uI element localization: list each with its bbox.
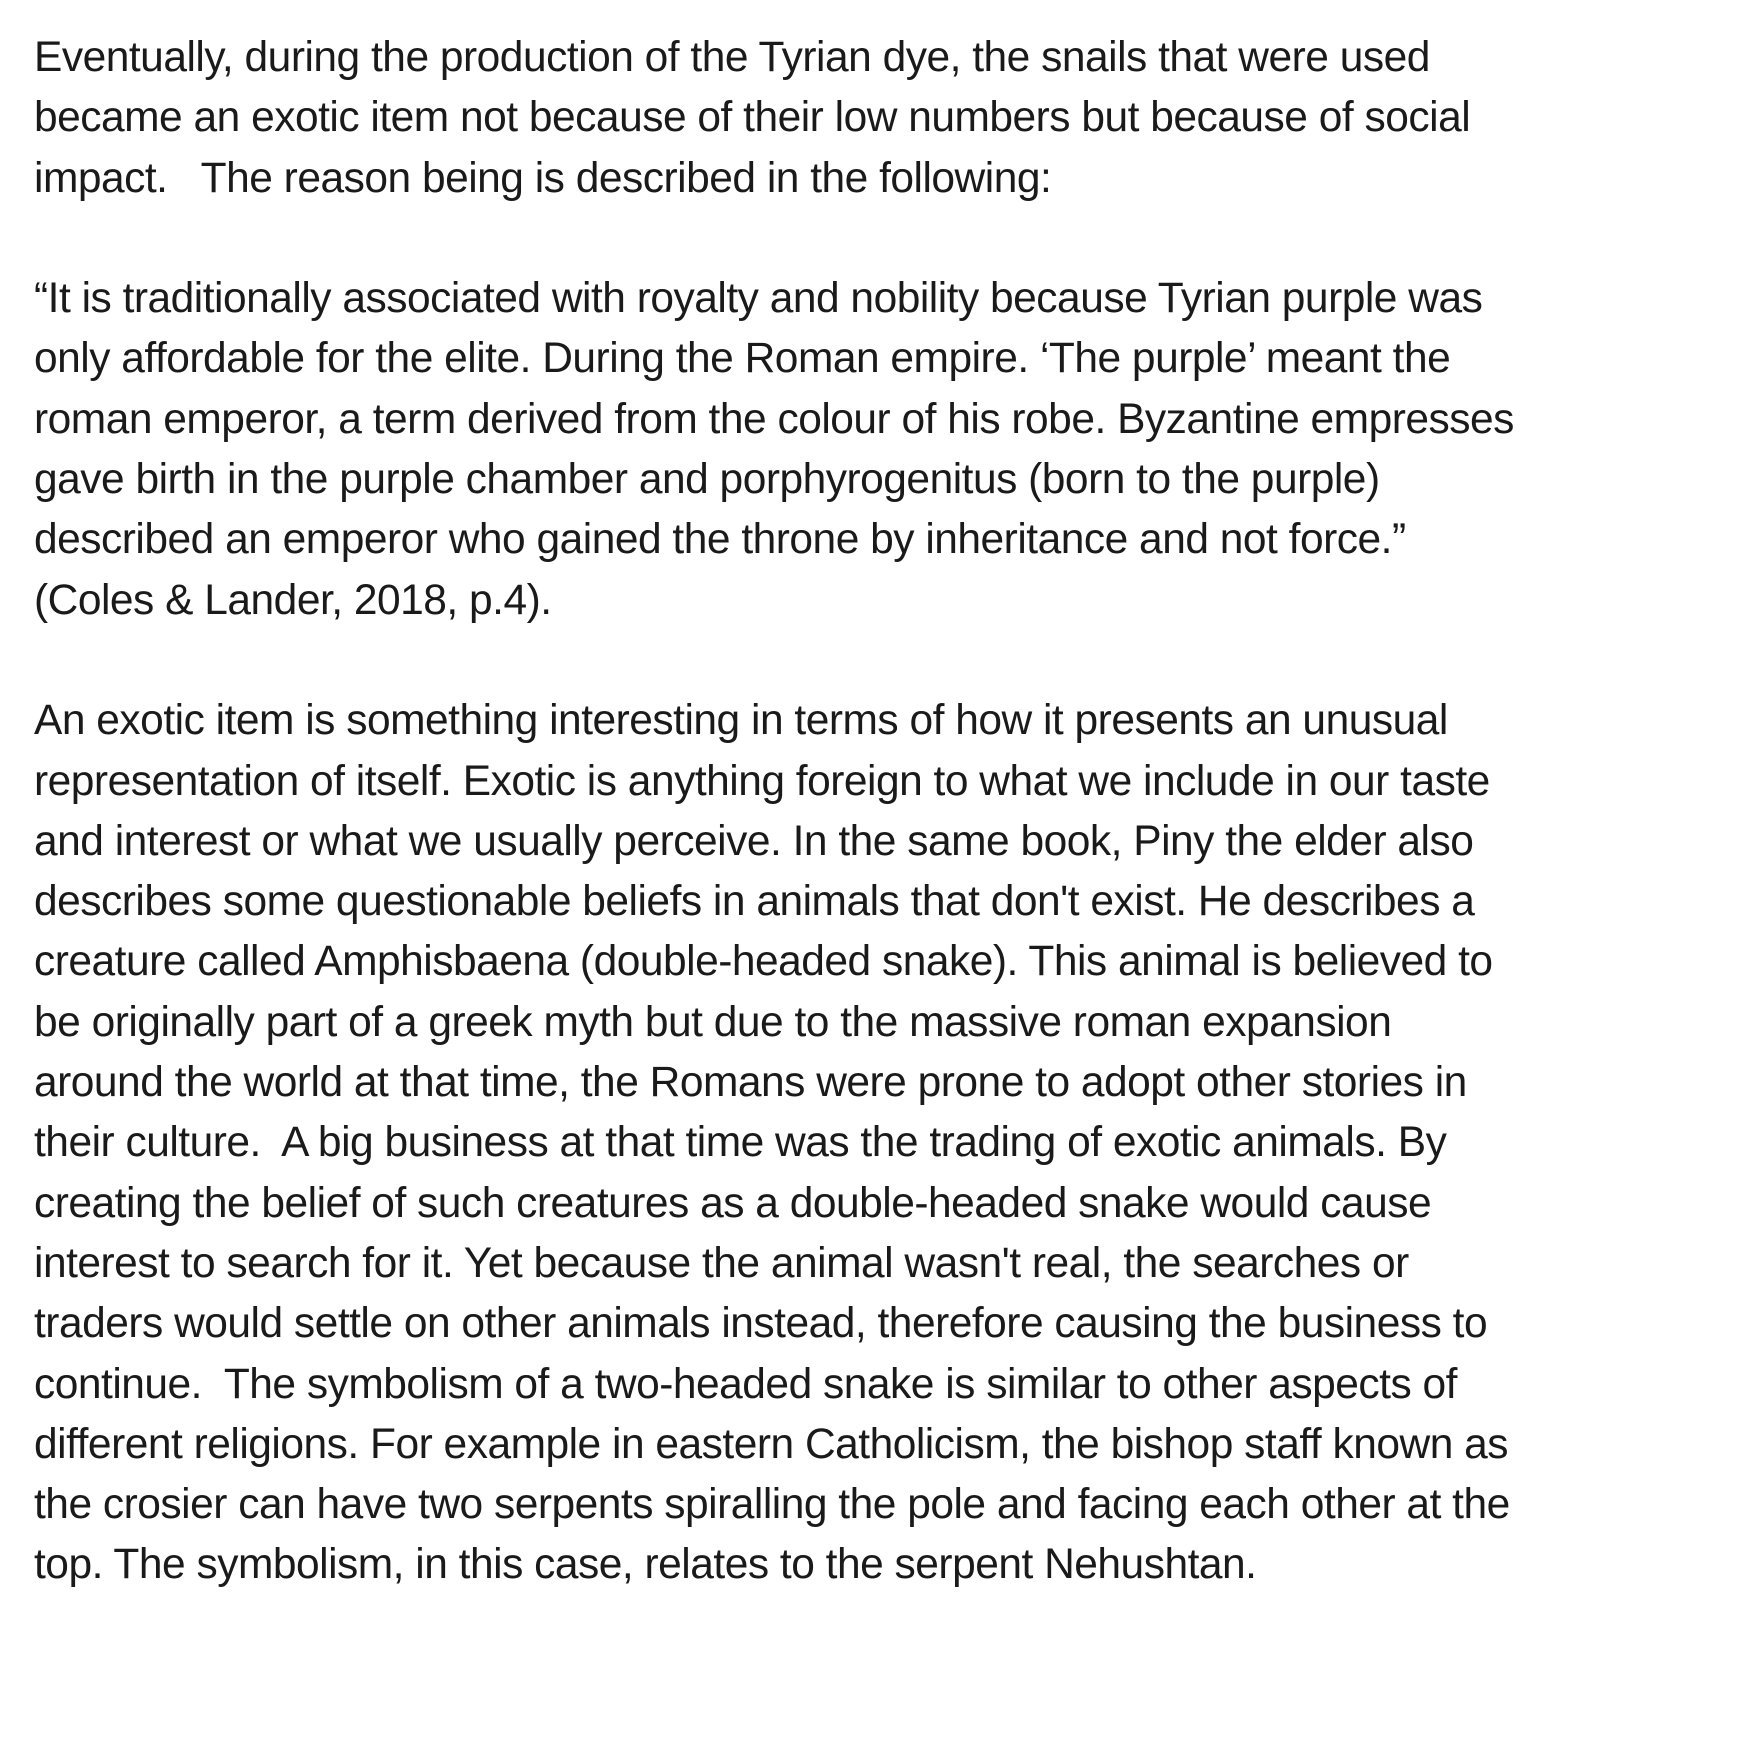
text-line: “It is traditionally associated with royalty and nobility because Tyrian purple was: [34, 275, 1483, 323]
paragraph-quote: [34, 269, 1734, 631]
text-line: the crosier can have two serpents spiralling the pole and facing each other at the: [34, 1481, 1510, 1529]
text-line: creature called Amphisbaena (double-headed snake). This animal is believed to: [34, 938, 1493, 986]
text-line: their culture. A big business at that time was the trading of exotic animals. By: [34, 1119, 1447, 1167]
text-line: continue. The symbolism of a two-headed snake is similar to other aspects of: [34, 1360, 1457, 1408]
text-line: became an exotic item not because of their low numbers but because of social: [34, 94, 1471, 142]
document-body: [34, 28, 1734, 1596]
text-line: different religions. For example in eastern Catholicism, the bishop staff known as: [34, 1420, 1509, 1468]
paragraph-intro: [34, 28, 1734, 209]
text-line: only affordable for the elite. During the Roman empire. ‘The purple’ meant the: [34, 335, 1451, 383]
text-line: roman emperor, a term derived from the colour of his robe. Byzantine empresses: [34, 395, 1514, 443]
text-line: An exotic item is something interesting in terms of how it presents an unusual: [34, 697, 1448, 745]
text-line: creating the belief of such creatures as a double-headed snake would cause: [34, 1179, 1432, 1227]
text-line: impact. The reason being is described in the following:: [34, 154, 1052, 202]
text-line: traders would settle on other animals instead, therefore causing the business to: [34, 1300, 1488, 1348]
text-line: Eventually, during the production of the Tyrian dye, the snails that were used: [34, 34, 1430, 81]
text-line: gave birth in the purple chamber and porphyrogenitus (born to the purple): [34, 456, 1380, 504]
text-line: interest to search for it. Yet because the animal wasn't real, the searches or: [34, 1239, 1409, 1287]
paragraph-gap: [34, 209, 1734, 269]
text-line: and interest or what we usually perceive. In the same book, Piny the elder also: [34, 817, 1474, 865]
text-line: top. The symbolism, in this case, relates to the serpent Nehushtan.: [34, 1541, 1257, 1589]
text-line: around the world at that time, the Romans were prone to adopt other stories in: [34, 1059, 1467, 1107]
text-line: describes some questionable beliefs in animals that don't exist. He describes a: [34, 878, 1475, 926]
text-line: described an emperor who gained the throne by inheritance and not force.”: [34, 516, 1406, 564]
paragraph-gap: [34, 631, 1734, 691]
text-line: representation of itself. Exotic is anything foreign to what we include in our taste: [34, 757, 1490, 805]
text-line: be originally part of a greek myth but due to the massive roman expansion: [34, 998, 1392, 1046]
citation-line: (Coles & Lander, 2018, p.4).: [34, 576, 552, 624]
paragraph-exotic: [34, 691, 1734, 1595]
